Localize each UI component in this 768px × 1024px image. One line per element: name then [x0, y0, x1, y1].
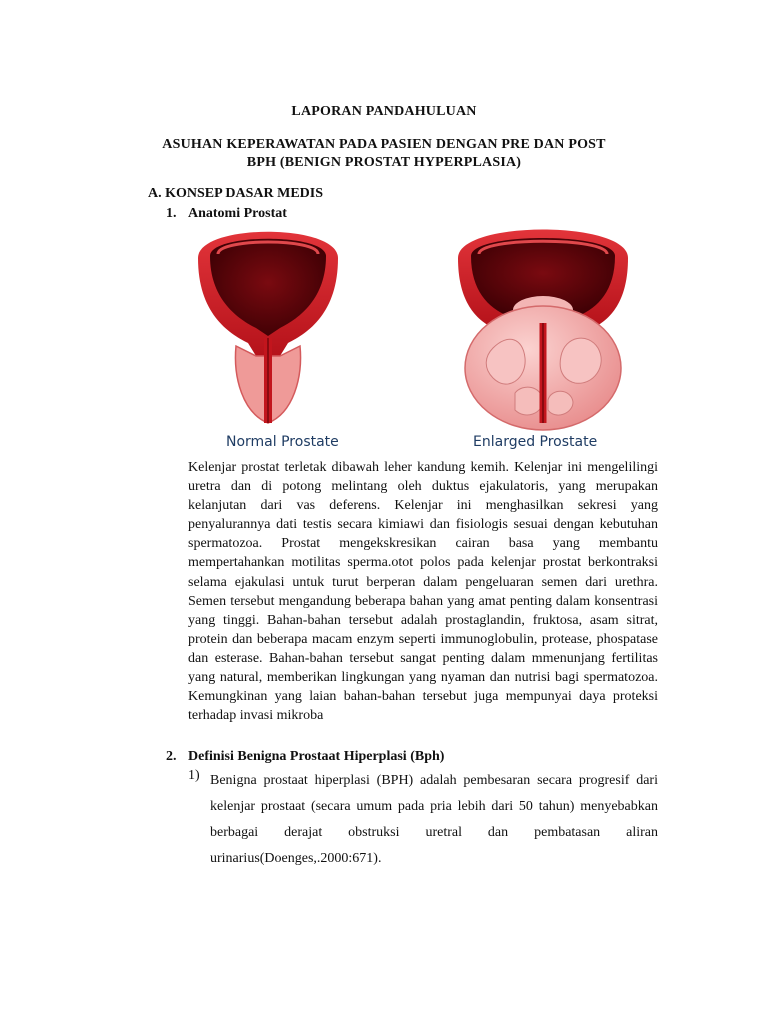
document-subtitle-line1: ASUHAN KEPERAWATAN PADA PASIEN DENGAN PRE DAN POST: [162, 137, 606, 152]
prostate-illustration: [188, 228, 628, 458]
list-item-text: Benigna prostaat hiperplasi (BPH) adalah pembesaran secara progresif dari kelenjar prostaat (secara umum pada pria lebih dari 50 tahun) menyebabkan berbagai derajat obstruksi uretral dan pembatasan aliran urinarius(Doenges,.2000:671).: [210, 773, 658, 866]
normal-prostate-drawing: [198, 232, 338, 423]
enlarged-prostate-label: Enlarged Prostate: [473, 434, 598, 450]
document-title: LAPORAN PANDAHULUAN: [291, 104, 477, 119]
subheading-1: [166, 206, 287, 222]
subheading-2: [166, 749, 444, 765]
normal-prostate-label: Normal Prostate: [226, 434, 339, 450]
subheading-1-number: 1.: [166, 206, 177, 221]
list-item-number: 1): [188, 768, 200, 783]
subheading-2-title: Definisi Benigna Prostaat Hiperplasi (Bph): [188, 749, 445, 764]
paragraph-anatomi: Kelenjar prostat terletak dibawah leher kandung kemih. Kelenjar ini mengelilingi uretra dan di potong melintang oleh duktus ejakulatoris, yang merupakan kelanjutan dari vas deferens. Kelenjar ini menghasilkan sekresi yang penyalurannya dati testis secara kimiawi dan fisiologis sesuai dengan kebutuhan spermatozoa. Prostat mengekskresikan cairan basa yang membantu mempertahankan motilitas sperma.otot polos pada kelenjar prostat berkontraksi selama ejakulasi untuk turut berperan dalam pengeluaran semen dari urethra. Semen tersebut mengandung beberapa bahan yang amat penting dalam konsentrasi yang tinggi. Bahan-bahan tersebut adalah prostaglandin, fruktosa, asam sitrat, protein dan beberapa macam enzym seperti immunoglobulin, protease, phospatase dan esterase. Bahan-bahan tersebut sangat penting dalam mmenunjang fertilitas yang natural, memberikan lingkungan yang nyaman dan nutrisi bagi spermatozoa. Kemungkinan yang laian bahan-bahan tersebut juga mempunyai daya proteksi terhadap invasi mikroba: [188, 460, 658, 724]
subheading-1-title: Anatomi Prostat: [188, 206, 287, 221]
document-subtitle-line2: BPH (BENIGN PROSTAT HYPERPLASIA): [246, 155, 522, 170]
subheading-2-number: 2.: [166, 749, 177, 764]
prostate-figure: [188, 228, 628, 458]
section-heading-a: A. KONSEP DASAR MEDIS: [148, 186, 324, 201]
enlarged-prostate-drawing: [458, 230, 628, 431]
